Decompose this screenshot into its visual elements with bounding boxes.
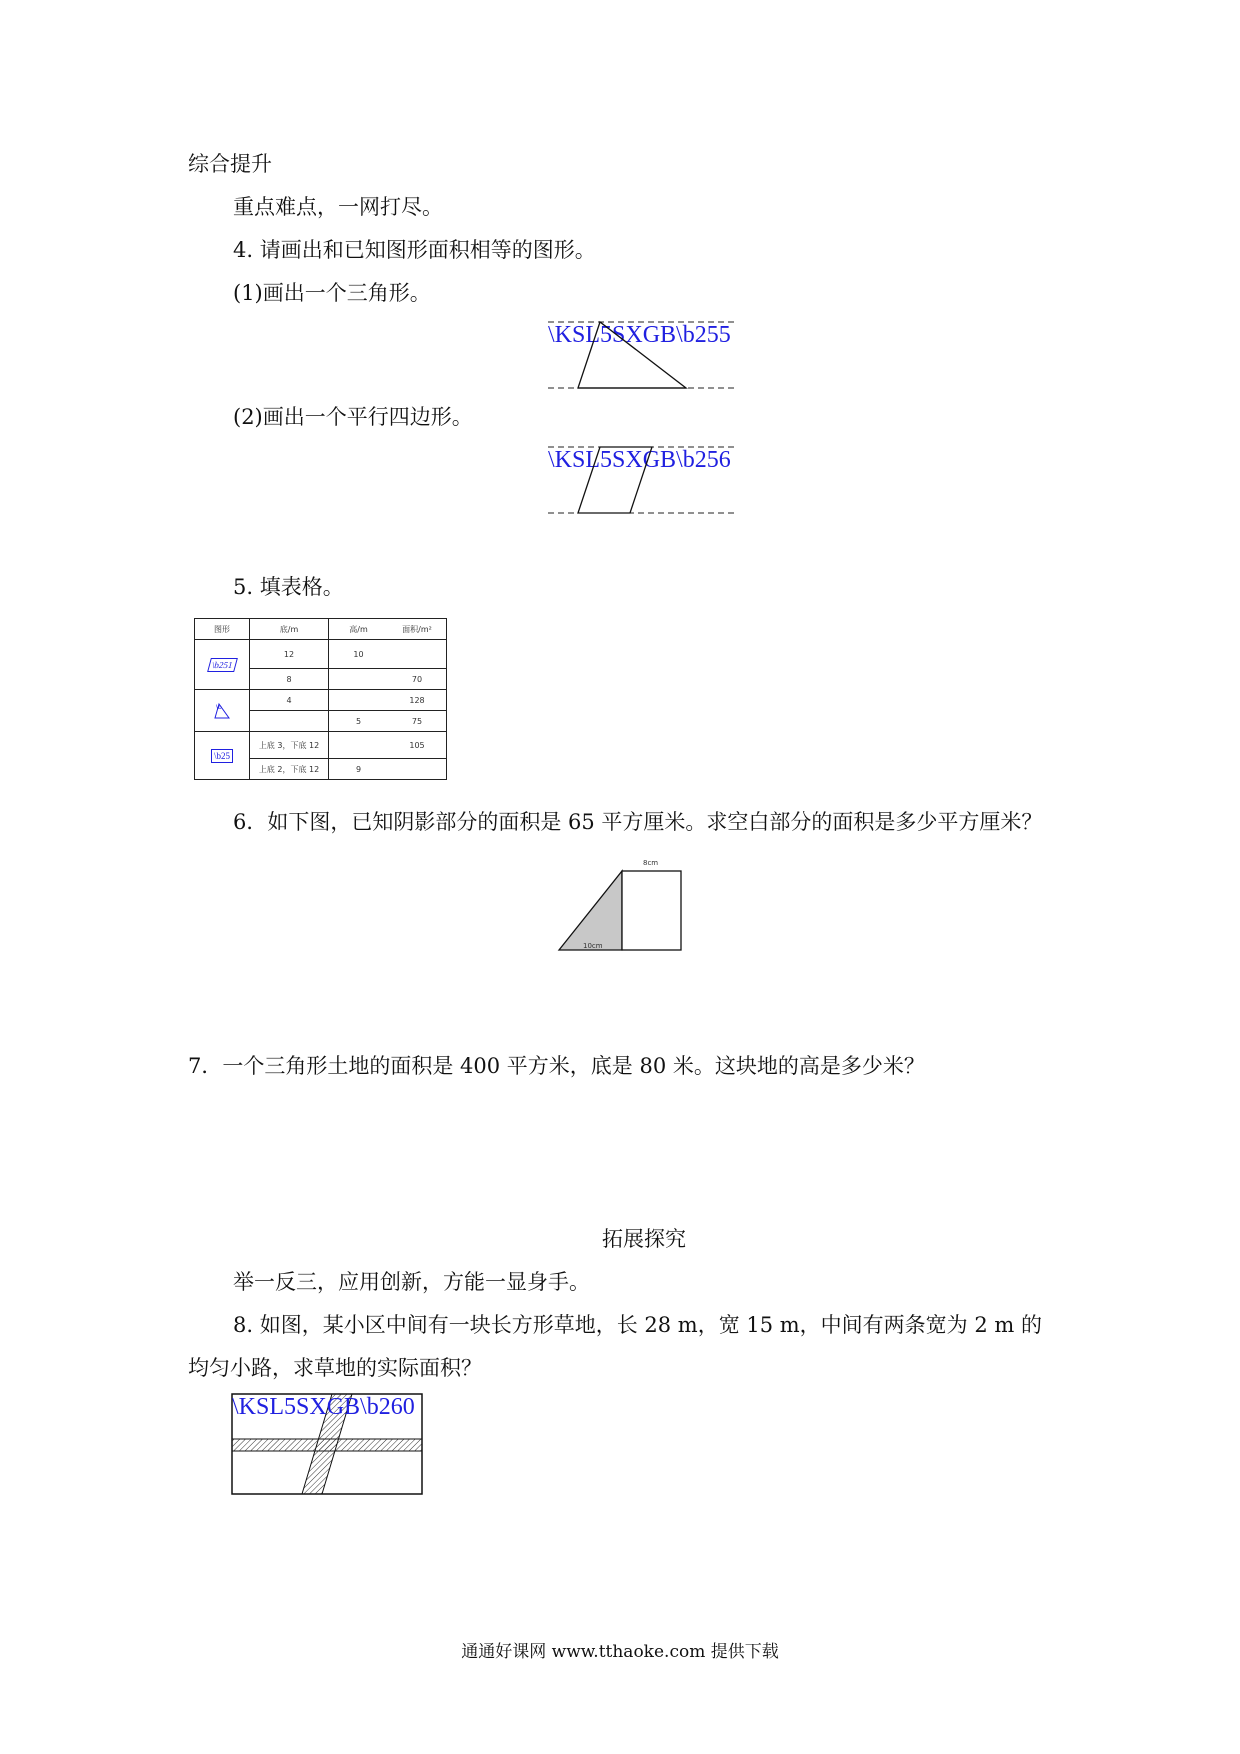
q8-prompt-line1: 8. 如图，某小区中间有一块长方形草地，长 28 m，宽 15 m，中间有两条宽为 2 m 的	[233, 1313, 1042, 1337]
q5-table	[194, 618, 447, 780]
table-header: 面积/m²	[388, 619, 447, 640]
table-shape-cell	[195, 690, 250, 732]
table-cell	[388, 640, 447, 669]
triangle-shape-icon	[213, 700, 231, 720]
table-cell: 128	[388, 690, 447, 711]
table-header: 高/m	[329, 619, 389, 640]
q4-figure-triangle	[548, 318, 738, 392]
table-cell: 70	[388, 669, 447, 690]
q8-prompt-line2: 均匀小路，求草地的实际面积？	[188, 1356, 482, 1380]
table-cell: 上底 2，下底 12	[250, 759, 329, 780]
table-cell: 上底 3，下底 12	[250, 732, 329, 759]
table-cell: 75	[388, 711, 447, 732]
section-subtitle: 重点难点，一网打尽。	[233, 195, 443, 219]
page-footer: 通通好课网 www.tthaoke.com 提供下载	[461, 1642, 779, 1662]
q8-figure	[230, 1392, 426, 1498]
q4-part2: (2)画出一个平行四边形。	[233, 405, 473, 429]
table-cell: 9	[329, 759, 389, 780]
table-cell	[329, 732, 389, 759]
q4-part1: (1)画出一个三角形。	[233, 281, 431, 305]
table-cell: 4	[250, 690, 329, 711]
blank-rectangle	[622, 871, 681, 950]
q6-figure	[555, 856, 685, 952]
q8-placeholder: \KSL5SXGB\b260	[232, 1394, 415, 1420]
section-title: 综合提升	[188, 152, 272, 176]
table-cell	[329, 690, 389, 711]
shaded-triangle	[559, 871, 622, 950]
trapezoid-shape-placeholder: \b25	[211, 749, 233, 763]
table-cell: 10	[329, 640, 389, 669]
table-cell	[388, 759, 447, 780]
q4-prompt: 4. 请画出和已知图形面积相等的图形。	[233, 238, 596, 262]
extension-title: 拓展探究	[602, 1227, 686, 1251]
table-shape-cell	[195, 640, 250, 690]
q7-prompt: 7．一个三角形土地的面积是 400 平方米，底是 80 米。这块地的高是多少米？	[188, 1054, 925, 1078]
table-header: 底/m	[250, 619, 329, 640]
q4-part1-placeholder: \KSL5SXGB\b255	[548, 322, 731, 348]
table-cell: 5	[329, 711, 389, 732]
parallelogram-shape-placeholder: \b251	[207, 658, 237, 672]
svg-text:\b: \b	[216, 703, 222, 711]
table-cell	[250, 711, 329, 732]
table-cell: 12	[250, 640, 329, 669]
q6-bottom-label: 10cm	[583, 942, 603, 950]
q5-prompt: 5. 填表格。	[233, 575, 344, 599]
table-cell: 8	[250, 669, 329, 690]
q4-part2-placeholder: \KSL5SXGB\b256	[548, 447, 731, 473]
table-cell	[329, 669, 389, 690]
q4-figure-parallelogram	[548, 443, 738, 517]
q6-top-label: 8cm	[643, 859, 659, 867]
table-shape-cell	[195, 732, 250, 780]
q6-prompt: 6．如下图，已知阴影部分的面积是 65 平方厘米。求空白部分的面积是多少平方厘米？	[233, 810, 1043, 834]
extension-subtitle: 举一反三，应用创新，方能一显身手。	[233, 1270, 590, 1294]
table-header: 图形	[195, 619, 250, 640]
table-cell: 105	[388, 732, 447, 759]
